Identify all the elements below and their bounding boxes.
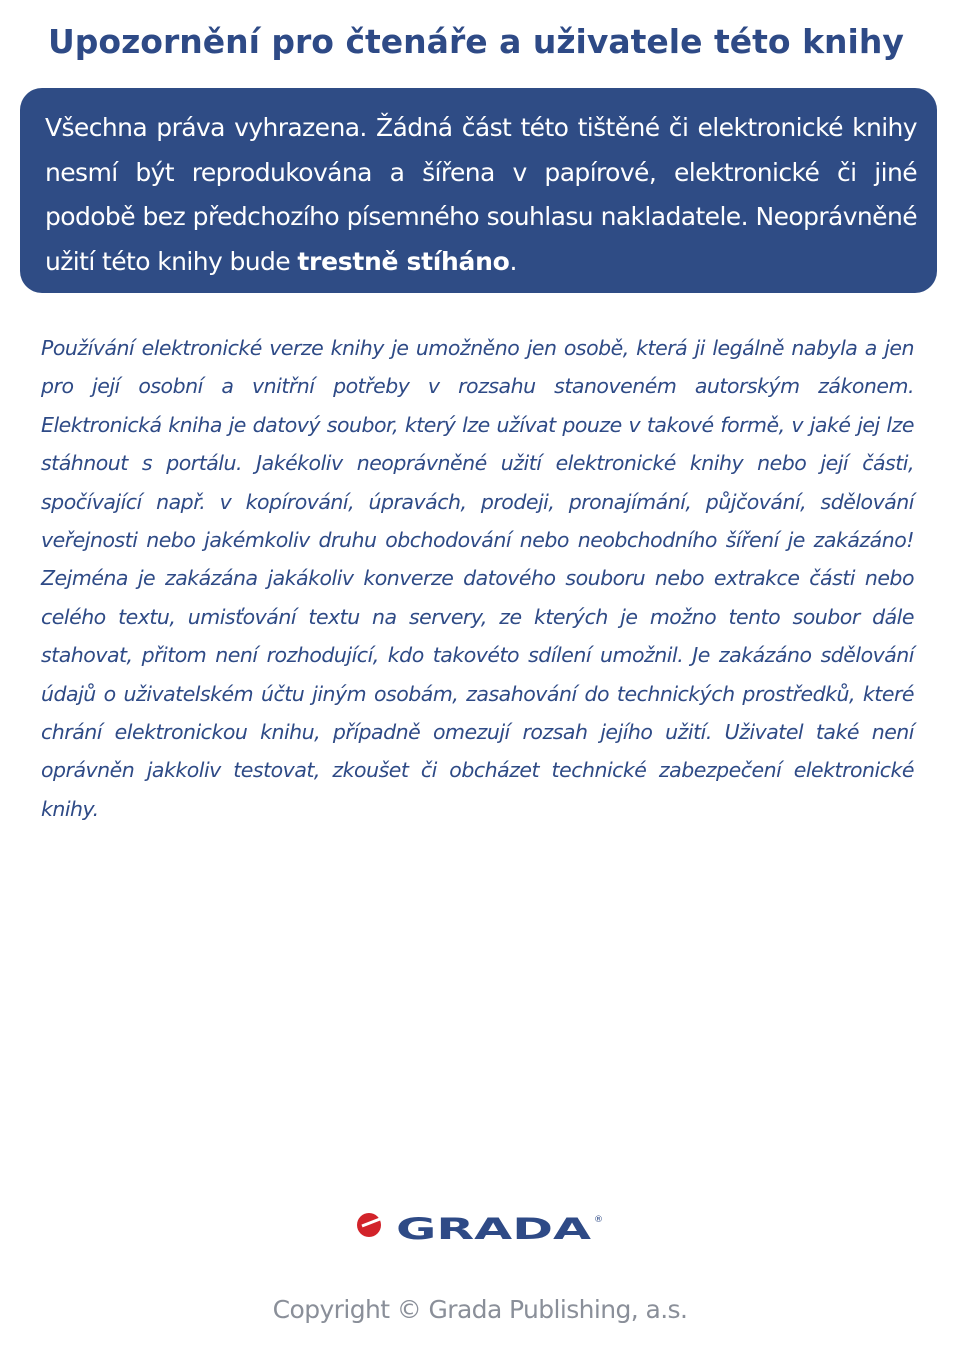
copyright-footer: Copyright © Grada Publishing, a.s. (272, 1295, 688, 1324)
page-title: Upozornění pro čtenáře a uživatele této knihy (48, 22, 904, 61)
copyright-notice-box (20, 88, 937, 293)
grada-logo-icon (357, 1213, 381, 1237)
notice-end: . (509, 246, 517, 276)
grada-logo-text: GRADA (396, 1212, 592, 1246)
usage-terms-paragraph: Používání elektronické verze knihy je umožněno jen osobě, která ji legálně nabyla a jen pro její osobní a vnitřní potřeby v rozsahu stanoveném autorským zákonem. Elektronická kniha je datový soubor, který lze užívat pouze v takové formě, v jaké jej lze stáhnout s portálu. Jakékoliv neoprávněné užití elektronické knihy nebo její části, spočívající např. v kopírování, úpravách, prodeji, pronajímání, půjčování, sdělování veřejnosti nebo jakémkoliv druhu obchodování nebo neobchodního šíření je zakázáno! Zejména je zakázána jakákoliv konverze datového souboru nebo extrakce části nebo celého textu, umisťování textu na servery, ze kterých je možno tento soubor dále stahovat, přitom není rozhodující, kdo takovéto sdílení umožnil. Je zakázáno sdělování údajů o uživatelském účtu jiným osobám, zasahování do technických prostředků, které chrání elektronickou knihu, případně omezují rozsah jejího užití. Uživatel také není oprávněn jakkoliv testovat, zkoušet či obcházet technické zabezpečení elektronické knihy. (41, 336, 914, 821)
registered-mark: ® (594, 1215, 603, 1225)
notice-main-text: Všechna práva vyhrazena. Žádná část této tištěné či elektronické knihy nesmí být reprodukována a šířena v papírové, elektronické či jiné podobě bez předchozího písemného souhlasu nakladatele. Neoprávněné užití této knihy bude (45, 113, 917, 276)
notice-emphasis: trestně stíháno (297, 246, 510, 276)
grada-logo (356, 1208, 604, 1248)
notice-text (45, 106, 917, 284)
